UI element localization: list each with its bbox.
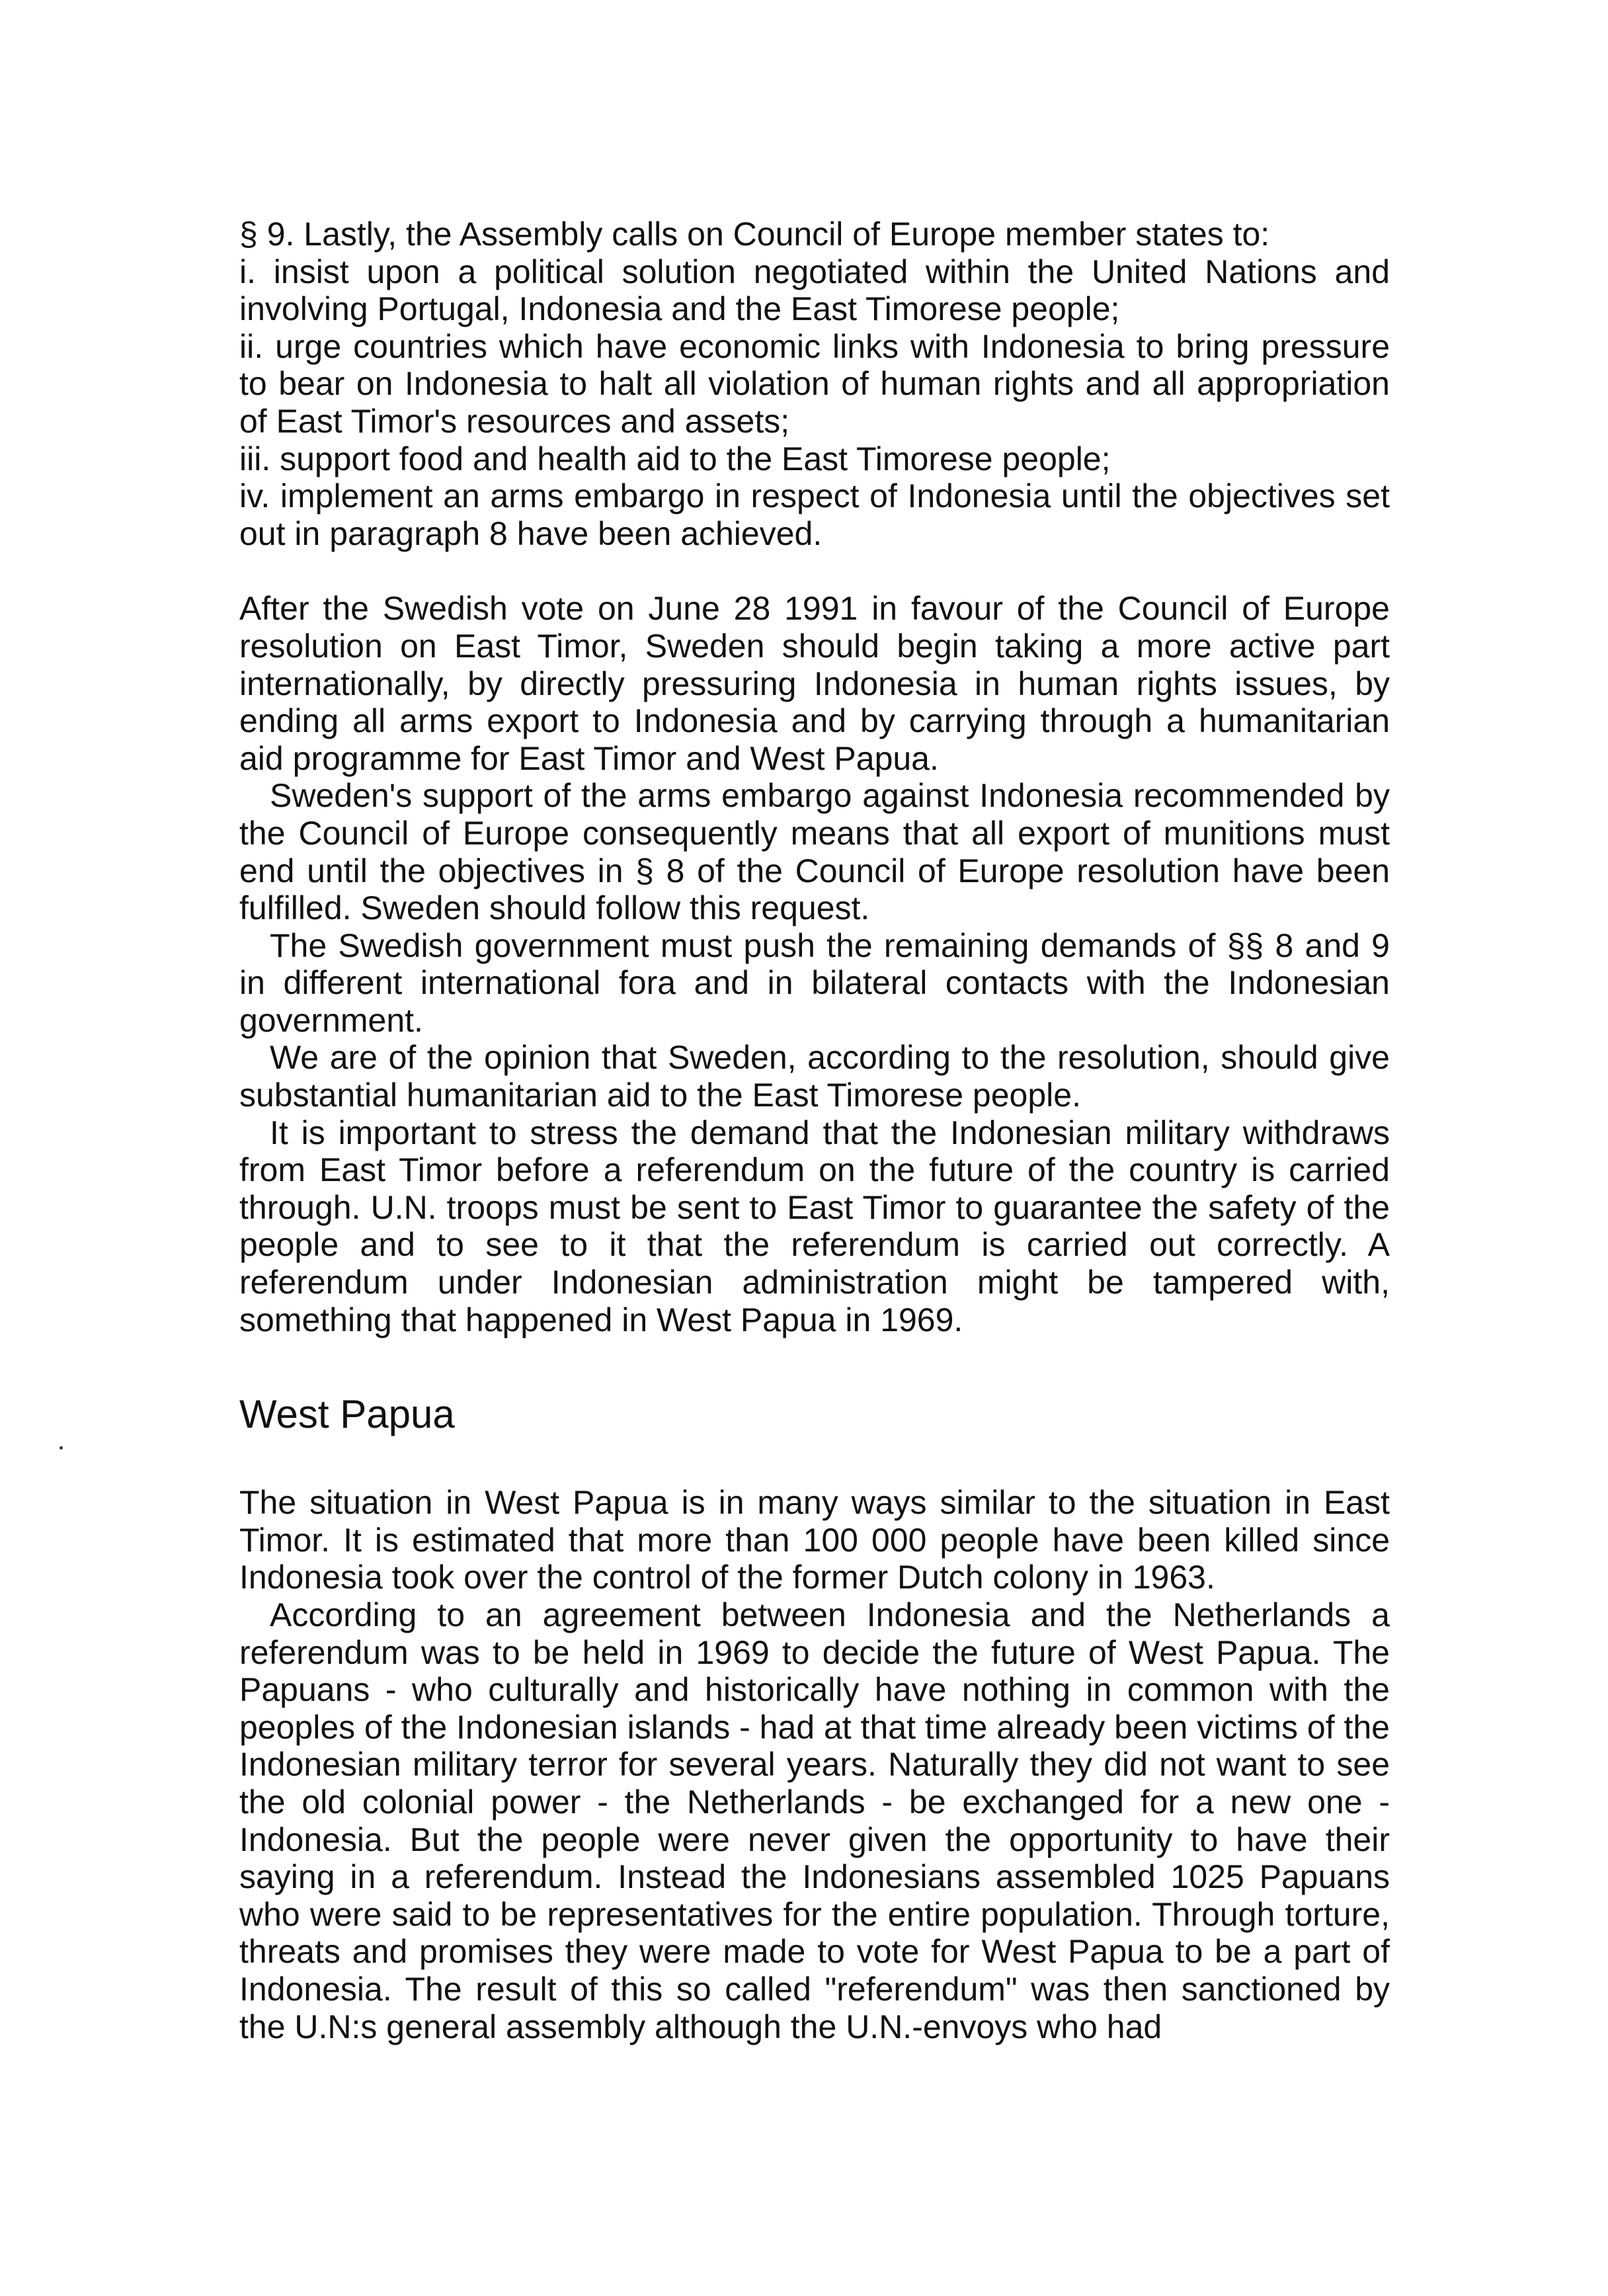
section-9-item-iv: iv. implement an arms embargo in respect of Indonesia until the objectives set out in paragraph 8 have been achieved. xyxy=(239,477,1390,552)
section-9-item-i: i. insist upon a political solution negotiated within the United Nations and involving Portugal, Indonesia and the East Timorese people; xyxy=(239,253,1390,328)
sweden-paragraph: Sweden's support of the arms embargo against Indonesia recommended by the Council of Europe consequently means that all export of munitions must end until the objectives in § 8 of the Council of Europe resolution have been fulfilled. Sweden should follow this request. xyxy=(239,777,1390,927)
section-heading-west-papua: West Papua xyxy=(239,1392,455,1437)
sweden-paragraph: The Swedish government must push the remaining demands of §§ 8 and 9 in different international fora and in bilateral contacts with the Indonesian government. xyxy=(239,926,1390,1039)
sweden-paragraph: After the Swedish vote on June 28 1991 in favour of the Council of Europe resolution on East Timor, Sweden should begin taking a more active part internationally, by directly pressuring Indonesia in human rights issues, by ending all arms export to Indonesia and by carrying through a humanitarian aid programme for East Timor and West Papua. xyxy=(239,590,1390,777)
west-papua-paragraph: According to an agreement between Indonesia and the Netherlands a referendum was to be held in 1969 to decide the future of West Papua. The Papuans - who culturally and historically have nothing in common with the peoples of the Indonesian islands - had at that time already been victims of the Indonesian military terror for several years. Naturally they did not want to see the old colonial power - the Netherlands - be exchanged for a new one - Indonesia. But the people were never given the opportunity to have their saying in a referendum. Instead the Indonesians assembled 1025 Papuans who were said to be representatives for the entire population. Through torture, threats and promises they were made to vote for West Papua to be a part of Indonesia. The result of this so called "referendum" was then sanctioned by the U.N:s general assembly although the U.N.-envoys who had xyxy=(239,1596,1390,2045)
west-papua-paragraph: The situation in West Papua is in many ways similar to the situation in East Timor. It is estimated that more than 100 000 people have been killed since Indonesia took over the control of the former Dutch colony in 1963. xyxy=(239,1484,1390,1596)
section-9-intro: § 9. Lastly, the Assembly calls on Council of Europe member states to: xyxy=(239,216,1270,253)
sweden-paragraph: We are of the opinion that Sweden, according to the resolution, should give substantial humanitarian aid to the East Timorese people. xyxy=(239,1039,1390,1114)
section-9-item-iii: iii. support food and health aid to the East Timorese people; xyxy=(239,440,1111,477)
page-content xyxy=(239,216,1390,2045)
scan-speck xyxy=(60,1446,63,1450)
sweden-paragraph: It is important to stress the demand that the Indonesian military withdraws from East Timor before a referendum on the future of the country is carried through. U.N. troops must be sent to East Timor to guarantee the safety of the people and to see to it that the referendum is carried out correctly. A referendum under Indonesian administration might be tampered with, something that happened in West Papua in 1969. xyxy=(239,1114,1390,1338)
section-9-item-ii: ii. urge countries which have economic links with Indonesia to bring pressure to bear on Indonesia to halt all violation of human rights and all appropriation of East Timor's resources and assets; xyxy=(239,327,1390,440)
